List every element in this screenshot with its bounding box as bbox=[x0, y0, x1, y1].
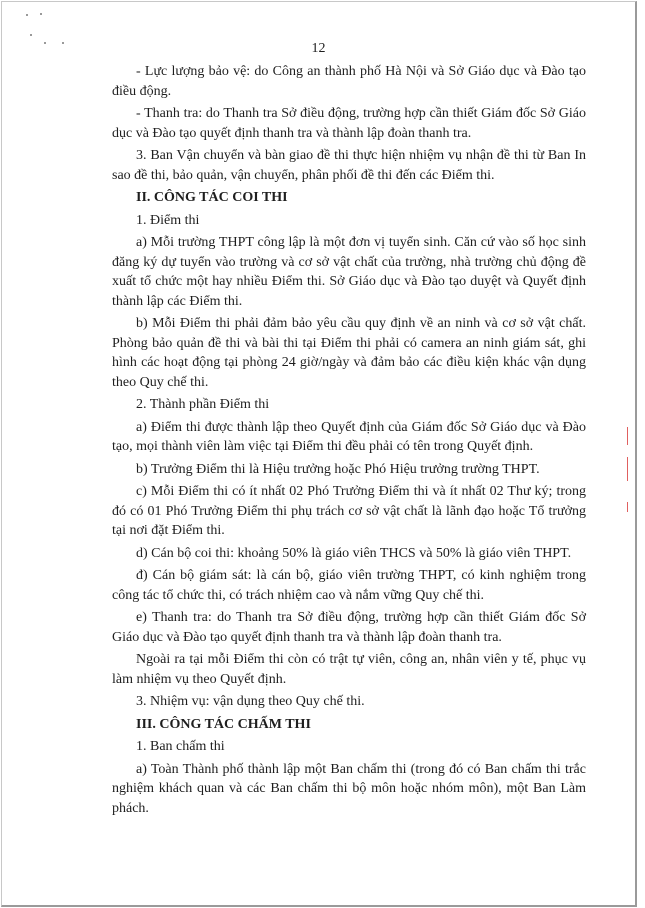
paragraph: 3. Nhiệm vụ: vận dụng theo Quy chế thi. bbox=[136, 694, 365, 709]
paragraph: - Thanh tra: do Thanh tra Sở điều động, trường hợp cần thiết Giám đốc Sở Giáo dục và Đào tạo quyết định thanh tra và thành lập đoàn thanh tra. bbox=[112, 106, 586, 141]
subsection-title: 1. Ban chấm thi bbox=[136, 739, 225, 754]
paragraph: d) Cán bộ coi thi: khoảng 50% là giáo viên THCS và 50% là giáo viên THPT. bbox=[136, 545, 572, 561]
paragraph: đ) Cán bộ giám sát: là cán bộ, giáo viên trường THPT, có kinh nghiệm trong công tác tổ chức thi, có trách nhiệm cao và nắm vững Quy chế thi. bbox=[112, 568, 586, 603]
red-stamp-edge-mark bbox=[627, 457, 633, 481]
document-body bbox=[112, 62, 586, 821]
paragraph: e) Thanh tra: do Thanh tra Sở điều động, trường hợp cần thiết Giám đốc Sở Giáo dục và Đào tạo quyết định thanh tra và thành lập đoàn thanh tra. bbox=[112, 610, 586, 645]
section-heading: II. CÔNG TÁC COI THI bbox=[136, 190, 288, 205]
paragraph: - Lực lượng bảo vệ: do Công an thành phố Hà Nội và Sở Giáo dục và Đào tạo điều động. bbox=[112, 64, 586, 99]
paragraph: a) Điểm thi được thành lập theo Quyết định của Giám đốc Sở Giáo dục và Đào tạo, mọi thành viên làm việc tại Điểm thi đều phải có tên trong Quyết định. bbox=[112, 419, 586, 454]
red-stamp-edge-mark bbox=[627, 502, 633, 512]
red-stamp-edge-mark bbox=[627, 427, 633, 445]
paragraph: b) Trưởng Điểm thi là Hiệu trưởng hoặc Phó Hiệu trưởng trường THPT. bbox=[136, 461, 540, 477]
paragraph: 3. Ban Vận chuyển và bàn giao đề thi thực hiện nhiệm vụ nhận đề thi từ Ban In sao đề thi, bảo quản, vận chuyển, phân phối đề thi đến các Điểm thi. bbox=[112, 148, 586, 183]
document-page bbox=[1, 1, 637, 907]
subsection-title: 2. Thành phần Điểm thi bbox=[136, 397, 270, 412]
subsection-title: 1. Điểm thi bbox=[136, 212, 200, 228]
section-heading: III. CÔNG TÁC CHẤM THI bbox=[136, 716, 311, 732]
page-number: 12 bbox=[311, 41, 326, 56]
paragraph: c) Mỗi Điểm thi có ít nhất 02 Phó Trưởng Điểm thi và ít nhất 02 Thư ký; trong đó có 01 Phó Trưởng Điểm thi phụ trách cơ sở vật chất là lãnh đạo hoặc Tổ trưởng tại nơi đặt Điểm thi. bbox=[112, 484, 586, 538]
paragraph: a) Toàn Thành phố thành lập một Ban chấm thi (trong đó có Ban chấm thi trắc nghiệm khách quan và các Ban chấm thi bộ môn hoặc nhóm môn), một Ban Làm phách. bbox=[112, 761, 586, 816]
paragraph: a) Mỗi trường THPT công lập là một đơn vị tuyển sinh. Căn cứ vào số học sinh đăng ký dự tuyển vào trường và cơ sở vật chất của trường, nhà trường chủ động đề xuất tổ chức một hay nhiều Điểm thi. Sở Giáo dục và Đào tạo duyệt và Quyết định thành lập các Điểm thi. bbox=[112, 235, 586, 309]
paragraph: Ngoài ra tại mỗi Điểm thi còn có trật tự viên, công an, nhân viên y tế, phục vụ làm nhiệm vụ theo Quyết định. bbox=[112, 652, 586, 687]
paragraph: b) Mỗi Điểm thi phải đảm bảo yêu cầu quy định về an ninh và cơ sở vật chất. Phòng bảo quản đề thi và bài thi tại Điểm thi phải có camera an ninh giám sát, ghi hình các hoạt động tại phòng 24 giờ/ngày và đảm bảo các điều kiện khác vận dụng theo Quy chế thi. bbox=[112, 316, 586, 390]
